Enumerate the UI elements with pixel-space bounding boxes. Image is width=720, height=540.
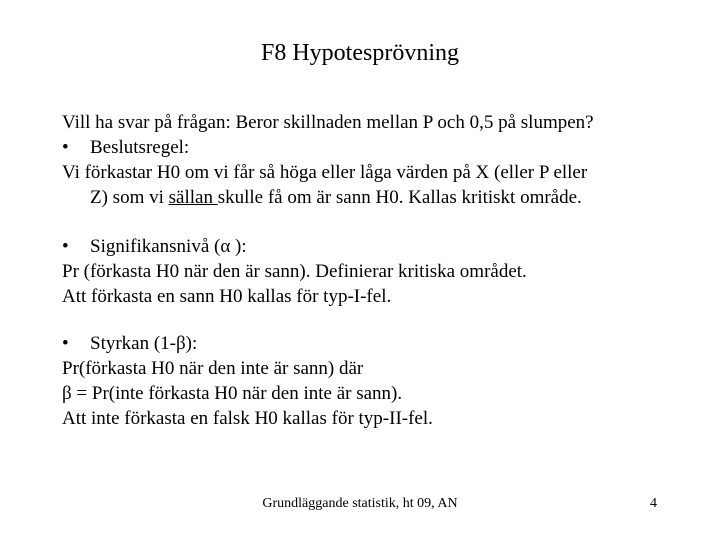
power-definition: Pr(förkasta H0 när den inte är sann) där [62,358,364,379]
question-line: Vill ha svar på frågan: Beror skillnaden mellan P och 0,5 på slumpen? [62,112,594,133]
bullet-decision-rule [62,135,682,160]
decision-text-part1: Z) som vi [90,187,169,208]
page-number: 4 [650,496,657,511]
decision-rule-text: Vi förkastar H0 om vi får så höga eller låga värden på X (eller P eller [62,162,588,183]
bullet-icon: • [62,137,69,158]
bullet-icon: • [62,236,69,257]
significance-definition: Pr (förkasta H0 när den är sann). Definierar kritiska området. [62,261,527,282]
decision-text-part2: skulle få om är sann H0. Kallas kritiskt område. [217,187,582,208]
slide-footer: Grundläggande statistik, ht 09, AN [262,496,458,511]
bullet-power [62,331,682,356]
type-two-error: Att inte förkasta en falsk H0 kallas för typ-II-fel. [62,408,433,429]
decision-rule-label: Beslutsregel: [90,137,190,158]
decision-rule-text-cont [62,185,682,210]
bullet-icon: • [62,333,69,354]
power-label: Styrkan (1-β): [90,333,198,354]
beta-definition: β = Pr(inte förkasta H0 när den inte är sann). [62,383,403,404]
bullet-significance [62,234,682,259]
slide-body [62,110,682,431]
decision-text-underlined: sällan [168,187,218,208]
significance-label: Signifikansnivå (α ): [90,236,247,257]
slide-title: F8 Hypotesprövning [261,40,459,66]
type-one-error: Att förkasta en sann H0 kallas för typ-I-fel. [62,286,392,307]
